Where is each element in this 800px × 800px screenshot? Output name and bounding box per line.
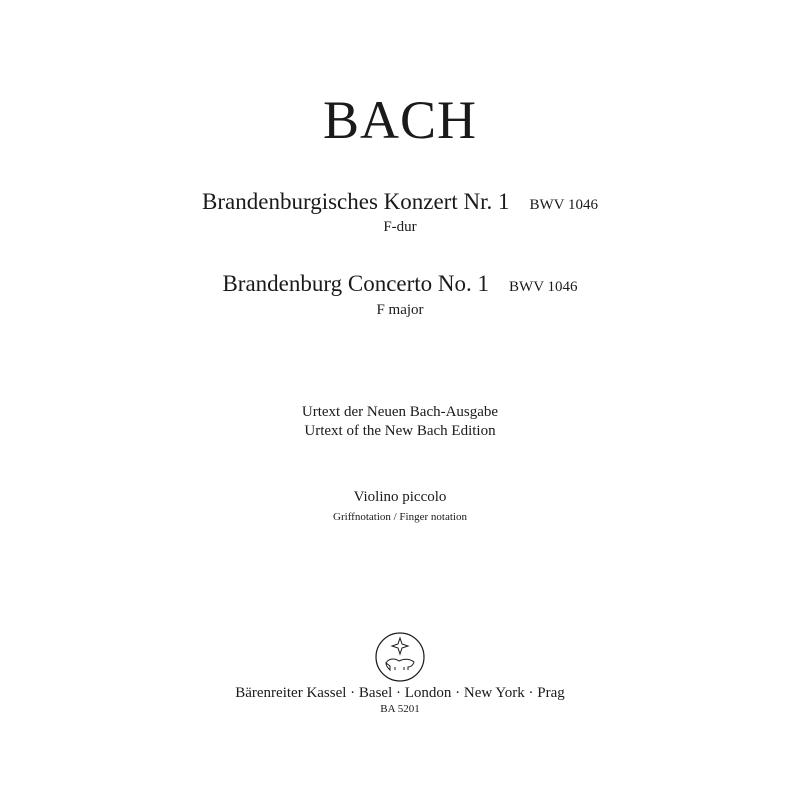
urtext-german: Urtext der Neuen Bach-Ausgabe	[301, 404, 499, 420]
composer-name: BACH	[322, 90, 478, 150]
urtext-english: Urtext of the New Bach Edition	[304, 423, 496, 439]
publisher-logo-icon	[373, 630, 427, 684]
title-german	[0, 188, 800, 219]
catalog-number-english: BWV 1046	[509, 279, 578, 295]
key-english: F major	[376, 302, 424, 318]
catalog-number: BA 5201	[380, 703, 420, 715]
title-german-text: Brandenburgisches Konzert Nr. 1	[202, 189, 510, 214]
catalog-number-german: BWV 1046	[529, 197, 598, 213]
key-german: F-dur	[383, 219, 417, 235]
title-english	[0, 270, 800, 301]
notation-note: Griffnotation / Finger notation	[333, 511, 467, 523]
publisher-line: Bärenreiter Kassel · Basel · London · New York · Prag	[235, 685, 565, 701]
title-english-text: Brandenburg Concerto No. 1	[222, 271, 490, 296]
part-name: Violino piccolo	[353, 489, 447, 505]
